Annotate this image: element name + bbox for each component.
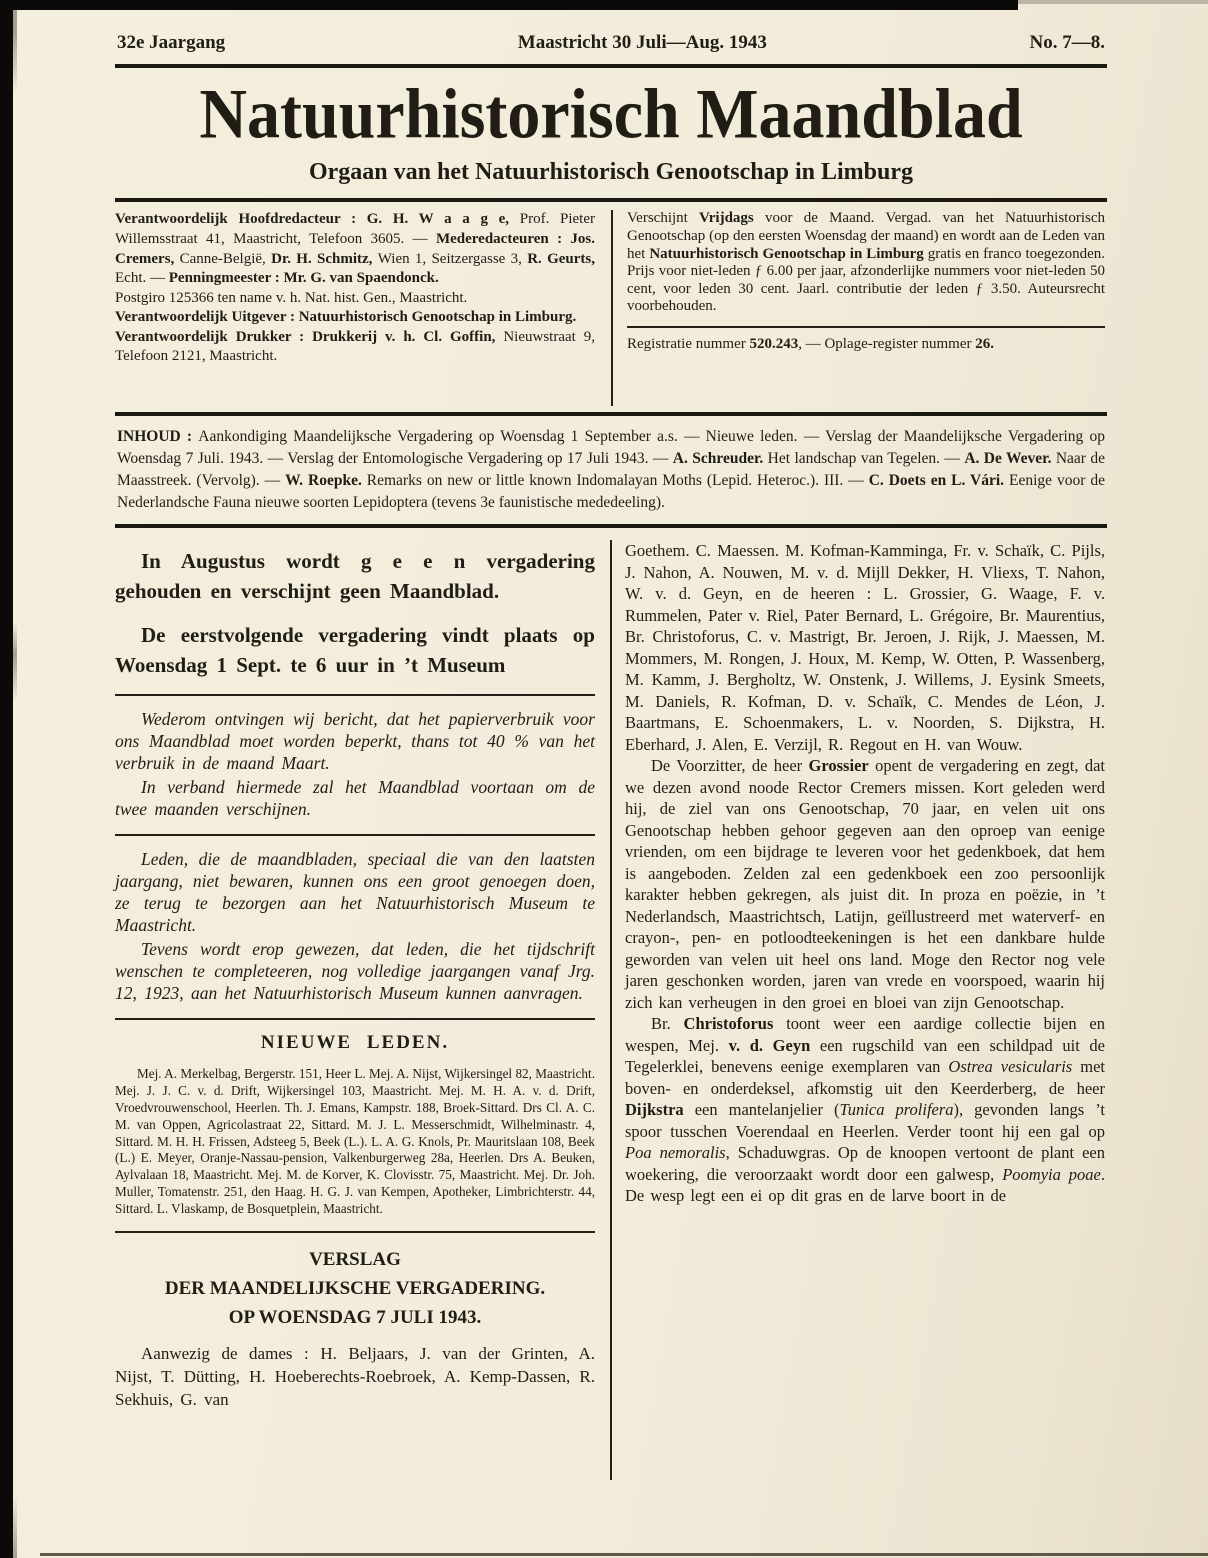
scan-edge-left xyxy=(0,0,13,1558)
section-rule xyxy=(115,1231,595,1233)
printer-line: Verantwoordelijk Drukker : Drukkerij v. h. Cl. Goffin, Nieuwstraat 9, Telefoon 2121, Maastricht. xyxy=(115,328,595,365)
section-rule xyxy=(115,1018,595,1020)
page-header xyxy=(115,26,1107,64)
announcement-next-meeting: De eerstvolgende vergadering vindt plaats op Woensdag 1 Sept. te 6 uur in ’t Museum xyxy=(115,623,595,678)
page-content xyxy=(115,26,1107,1480)
masthead-editorial-block xyxy=(115,210,595,406)
nieuwe-leden-list: Mej. A. Merkelbag, Bergerstr. 151, Heer L. Mej. A. Nijst, Wijkersingel 82, Maastricht. Mej. J. J. C. v. d. Drift, Wijkersingel 103, Maastricht. Mej. M. H. A. v. d. Drift, Vroedvrouwenschool, Heerlen. Th. J. Emans, Kampstr. 188, Broek-Sittard. Drs Cl. A. C. M. van Oppen, Agricolastraat 22, Sittard. M. J. L. Messerschmidt, Wilhelminastr. 4, Sittard. M. H. H. Frissen, Adsteeg 5, Beek (L.). L. A. G. Knols, Pr. Mauritslaan 108, Beek (L.) E. Meyer, Oranje-Nassau-pension, Valkenburgerweg 28a, Heerlen. Drs A. Beuken, Aylvalaan 18, Maastricht. Mej. M. de Korver, K. Clovisstr. 75, Maastricht. Mej. Dr. Joh. Muller, Tomatenstr. 251, den Haag. H. G. J. van Kempen, Apotheker, Limbrichterstr. 44, Sittard. L. Vlaskamp, de Bosquetplein, Maastricht. xyxy=(115,1066,595,1216)
meeting-report-paragraph: De Voorzitter, de heer Grossier opent de vergadering en zegt, dat we dezen avond noode Rector Cremers missen. Kort geleden werd hij, de ziel van ons Genootschap, 70 jaar, en velen uit ons Genootschap hebben gehoor gegeven aan den oproep van eenige vrienden, om een bijdrage te leveren voor het gedenkboek, dat hem is aangeboden. Zelden zal een gedenkboek een zoo persoonlijk karakter hebben gekregen, als juist dit. In proza en poëzie, in ’t Nederlandsch, Maastrichtsch, Latijn, geïllustreerd met waterverf- en crayon-, pen- en potloodteekeningen is het een dankbare hulde geworden van velen uit heel ons land. Moge den Rector nog vele jaren geschonken worden, jaren van vrede en voorspoed, waarin hij zich kan verheugen in den groei en bloei van zijn Genootschap. xyxy=(625,756,1105,1012)
return-issues-notice: Leden, die de maandbladen, speciaal die van den laatsten jaargang, niet bewaren, kunnen ons een groot genoegen doen, ze terug te bezorgen aan het Natuurhistorisch Museum te Maastricht. xyxy=(115,849,595,936)
paper-restriction-notice-2: In verband hiermede zal het Maandblad voortaan om de twee maanden verschijnen. xyxy=(115,777,595,820)
column-divider xyxy=(610,540,612,1480)
paper-restriction-notice: Wederom ontvingen wij bericht, dat het papierverbruik voor ons Maandblad moet worden beperkt, thans tot 40 % van het verbruik in de maand Maart. xyxy=(115,709,595,774)
registration-line: Registratie nummer 520.243, — Oplage-register nummer 26. xyxy=(627,335,994,352)
issue-number: No. 7—8. xyxy=(1029,32,1105,53)
scan-edge-bottom xyxy=(40,1553,1208,1556)
inhoud-bottom-rule xyxy=(115,524,1107,528)
right-column xyxy=(625,540,1105,1480)
inhoud-paragraph: INHOUD : Aankondiging Maandelijksche Vergadering op Woensdag 1 September a.s. — Nieuwe leden. — Verslag der Maandelijksche Vergadering op Woensdag 7 Juli. 1943. — Verslag der Entomologische Vergadering op 17 Juli 1943. — A. Schreuder. Het landschap van Tegelen. — A. De Wever. Naar de Maasstreek. (Vervolg). — W. Roepke. Remarks on new or little known Indomalayan Moths (Lepid. Heteroc.). III. — C. Doets en L. Vári. Eenige voor de Nederlandsche Fauna nieuwe soorten Lepidoptera (tevens 3e faunistische mededeeling). xyxy=(117,428,1106,512)
specimens-paragraph: Br. Christoforus toont weer een aardige collectie bijen en wespen, Mej. v. d. Geyn een rugschild van een schildpad uit de Tegelerklei, benevens eenige exemplaren van Ostrea vesicularis met boven- en onderdeksel, afkomstig uit den Keerderberg, de heer Dijkstra een mantelanjelier (Tunica prolifera), gevonden langs ’t spoor tusschen Voerendaal en Heerlen. Verder toont hij een gal op Poa nemoralis, Schaduwgras. Op de knoopen vertoont de plant een woekering, die veroorzaakt wordt door een galwesp, Poomyia poae. De wesp legt een ei op dit gras en de larve boort in de xyxy=(625,1014,1106,1206)
attendees-paragraph: Aanwezig de dames : H. Beljaars, J. van der Grinten, A. Nijst, T. Dütting, H. Hoeberechts-Roebroek, A. Kemp-Dassen, R. Sekhuis, G. van xyxy=(115,1344,595,1410)
editorial-staff: Verantwoordelijk Hoofdredacteur : G. H. W a a g e, Prof. Pieter Willemsstraat 41, Maastricht, Telefoon 3605. — Mederedacteuren : Jos. Cremers, Canne-België, Dr. H. Schmitz, Wien 1, Seitzergasse 3, R. Geurts, Echt. — Penningmeester : Mr. G. van Spaendonck. xyxy=(115,211,595,287)
announcement-no-meeting: In Augustus wordt g e e n vergadering gehouden en verschijnt geen Maandblad. xyxy=(115,549,595,604)
registration-rule xyxy=(627,326,1105,328)
masthead-bottom-rule xyxy=(115,412,1107,416)
left-column xyxy=(115,540,595,1480)
body-columns xyxy=(115,540,1107,1480)
scan-edge-top xyxy=(0,0,1018,10)
publisher-line: Verantwoordelijk Uitgever : Natuurhistorisch Genootschap in Limburg. xyxy=(115,309,577,326)
magazine-title: Natuurhistorisch Maandblad xyxy=(199,74,1023,154)
magazine-subtitle: Orgaan van het Natuurhistorisch Genootschap in Limburg xyxy=(308,159,914,186)
scan-edge-top-faint xyxy=(1018,0,1208,4)
volume-label: 32e Jaargang xyxy=(117,32,226,53)
masthead-publication-block xyxy=(627,210,1105,406)
verslag-heading-line2: DER MAANDELIJKSCHE VERGADERING. xyxy=(164,1278,546,1300)
publication-info: Verschijnt Vrijdags voor de Maand. Vergad. van het Natuurhistorisch Genootschap (op den eersten Woensdag der maand) en wordt aan de Leden van het Natuurhistorisch Genootschap in Limburg gratis en franco toegezonden. Prijs voor niet-leden ƒ 6.00 per jaar, afzonderlijke nummers voor niet-leden 50 cent, voor leden 30 cent. Jaarl. contributie der leden ƒ 3.50. Auteursrecht voorbehouden. xyxy=(627,210,1106,315)
header-rule xyxy=(115,64,1107,68)
section-rule xyxy=(115,834,595,836)
postgiro-line: Postgiro 125366 ten name v. h. Nat. hist. Gen., Maastricht. xyxy=(115,289,468,306)
masthead-divider xyxy=(611,210,613,406)
complete-volumes-notice: Tevens wordt erop gewezen, dat leden, die het tijdschrift wenschen te completeeren, nog volledige jaargangen vanaf Jrg. 12, 1923, aan het Natuurhistorisch Museum kunnen aanvragen. xyxy=(115,939,595,1004)
masthead xyxy=(115,202,1107,412)
attendees-continued: Goethem. C. Maessen. M. Kofman-Kamminga, Fr. v. Schaïk, C. Pijls, J. Nahon, A. Nouwen, M. v. d. Mijll Dekker, H. Vliexs, T. Nahon, W. v. d. Geyn, en de heeren : L. Grossier, G. Waage, F. v. Rummelen, Pater v. Riel, Pater Bernard, L. Grégoire, Br. Maurentius, Br. Christoforus, C. v. Mastrigt, Br. Jeroen, J. Rijk, J. Maessen, M. Mommers, M. Rongen, J. Houx, M. Kemp, W. Otten, P. Wassenberg, M. Kamm, J. Bergholtz, W. Onstenk, J. Willems, J. Eysink Smeets, M. Daniels, R. Kofman, D. v. Schaïk, C. Mendes de Léon, J. Baartmans, E. Schoenmakers, L. v. Noorden, S. Dijkstra, H. Eberhard, J. Alen, E. Verzijl, R. Regout en H. van Wouw. xyxy=(625,541,1105,754)
verslag-heading xyxy=(115,1245,595,1332)
nieuwe-leden-heading: NIEUWE LEDEN. xyxy=(260,1032,450,1054)
dateline: Maastricht 30 Juli—Aug. 1943 xyxy=(517,32,767,53)
section-rule xyxy=(115,694,595,696)
verslag-heading-line3: OP WOENSDAG 7 JULI 1943. xyxy=(228,1307,482,1329)
verslag-heading-line1: VERSLAG xyxy=(309,1249,401,1271)
